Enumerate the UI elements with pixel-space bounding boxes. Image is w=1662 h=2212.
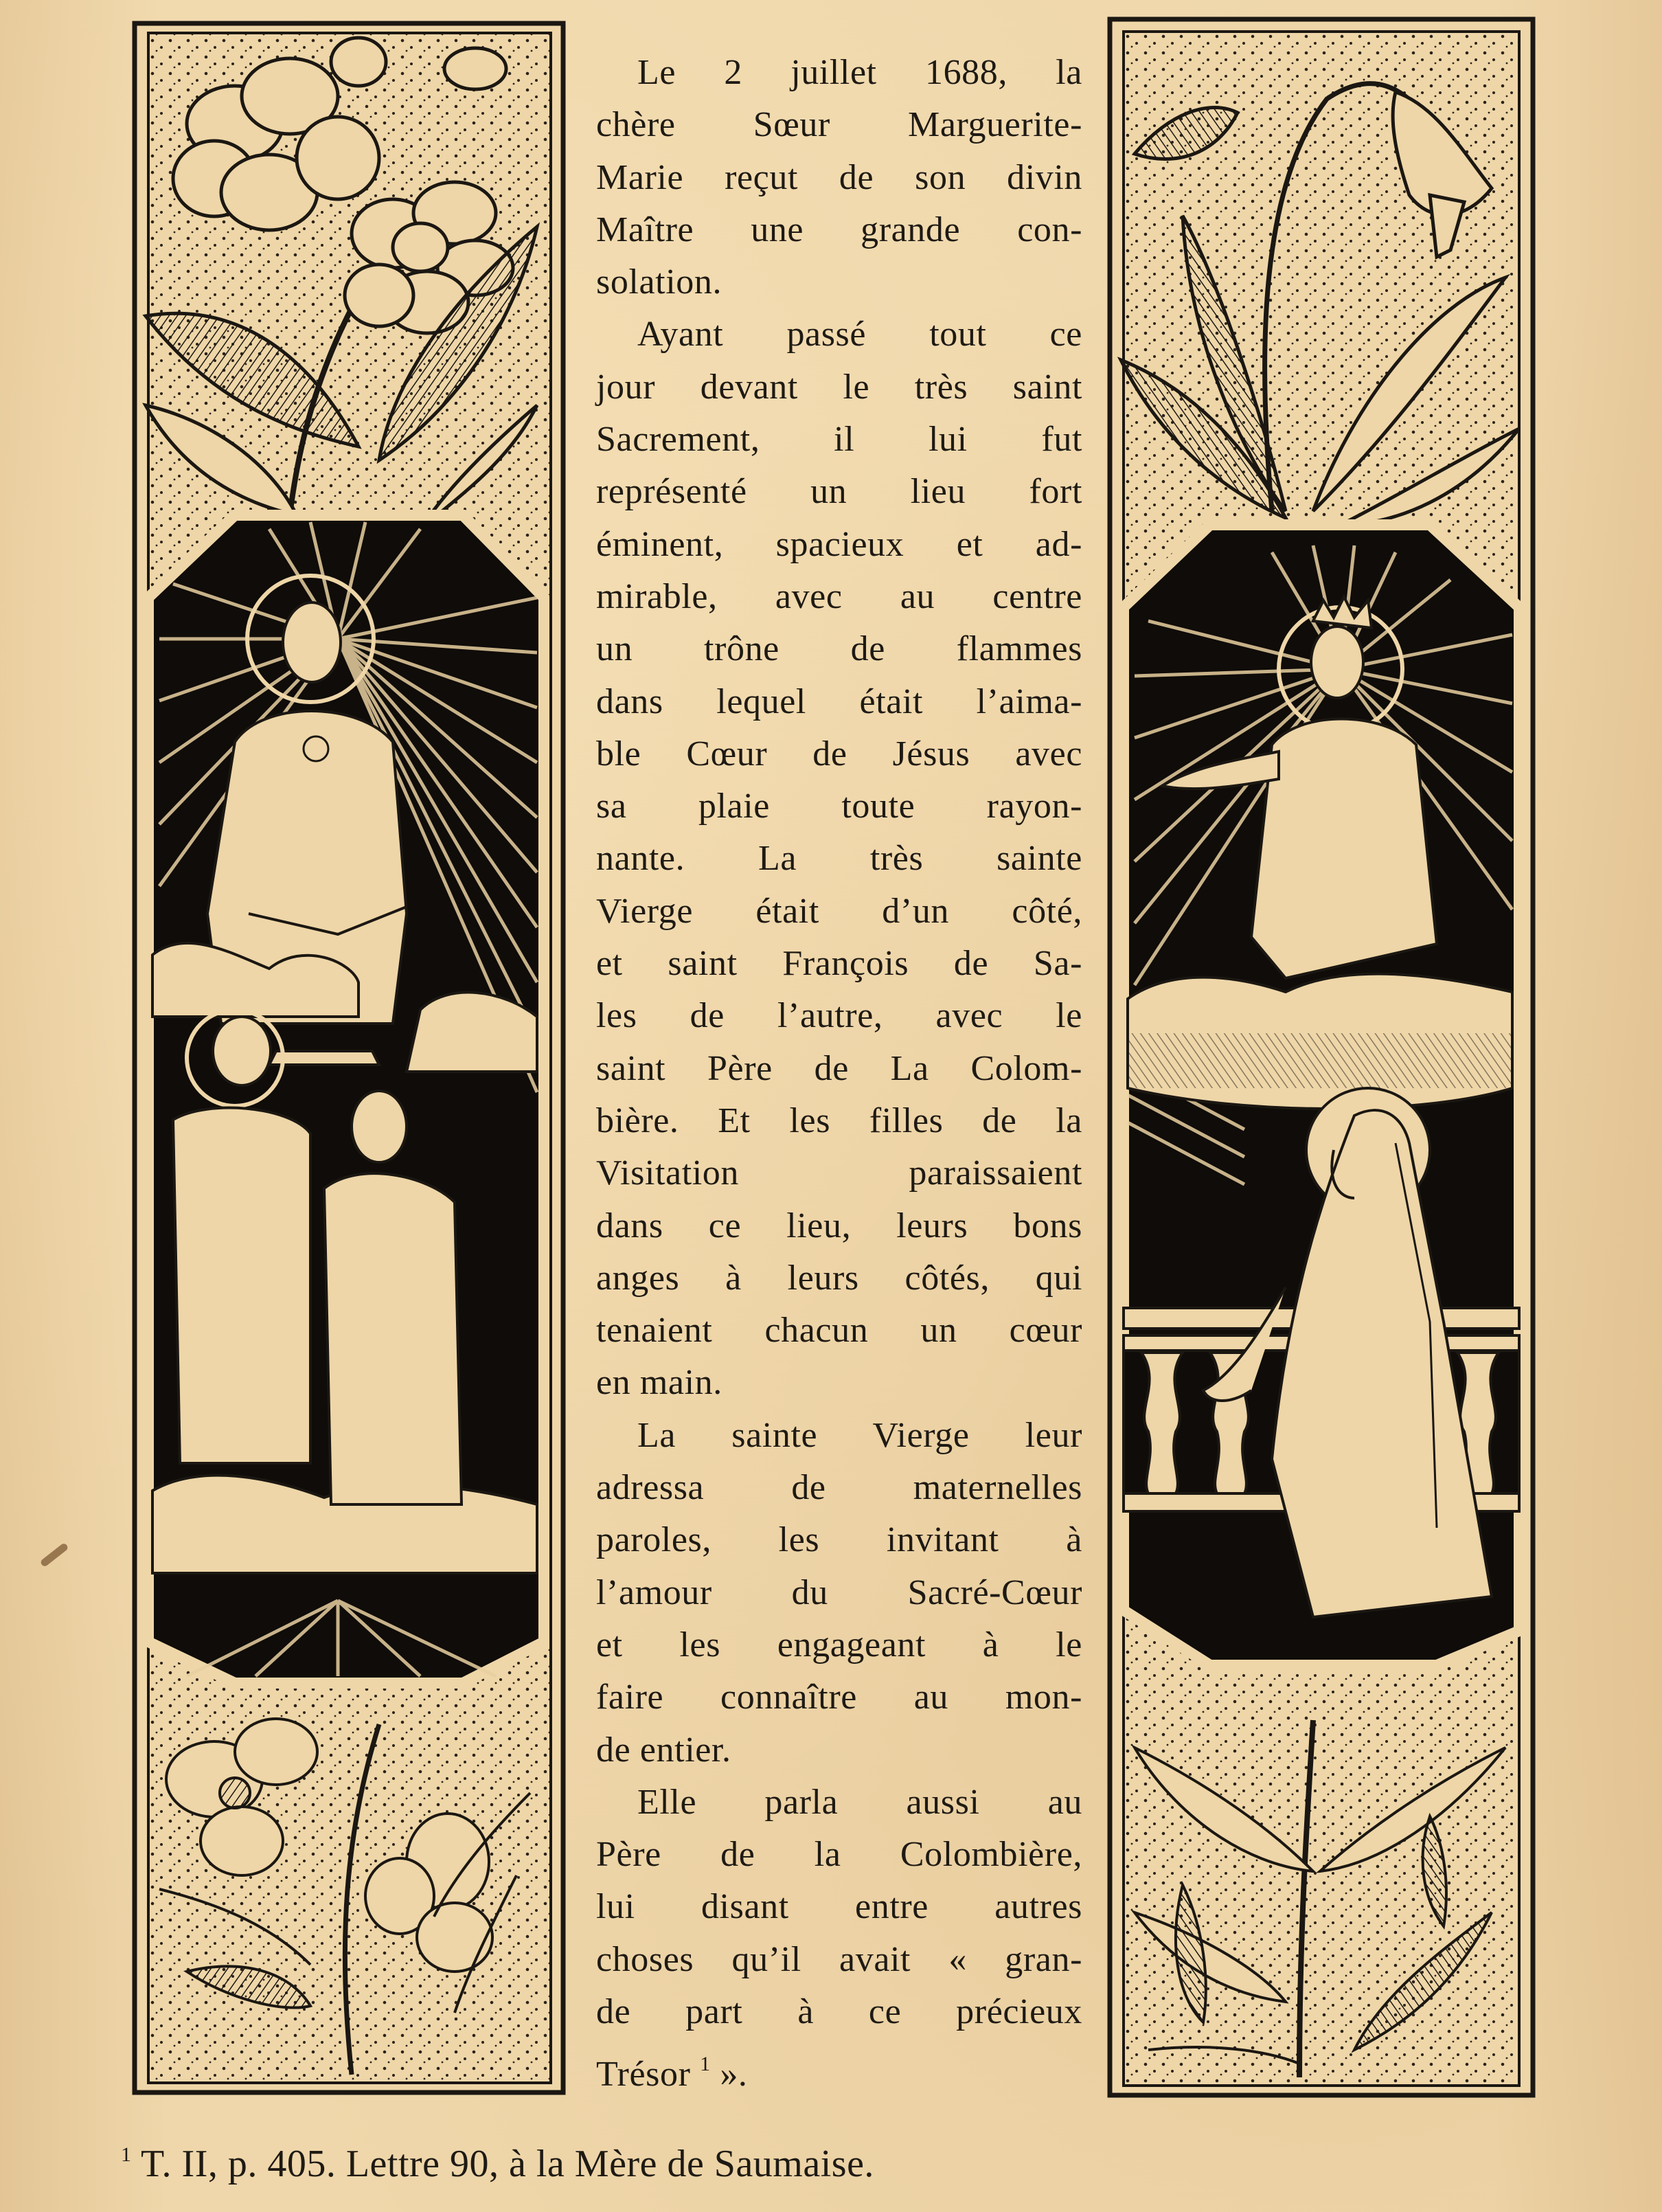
text-line: en main. — [596, 1363, 722, 1403]
margin-ink-mark — [39, 1542, 69, 1568]
text-line: Maître une grande con- — [596, 210, 1082, 249]
virgin-and-nun-engraving — [1107, 16, 1536, 2098]
text-line: chère Sœur Marguerite- — [596, 105, 1082, 145]
text-line: jour devant le très saint — [596, 367, 1082, 407]
text-line-content: Trésor — [596, 2055, 691, 2095]
text-line: nante. La très sainte — [596, 839, 1082, 879]
sacred-heart-engraving — [132, 21, 566, 2095]
text-line: représenté un lieu fort — [596, 472, 1082, 512]
text-line: et saint François de Sa- — [596, 944, 1082, 984]
paragraph-2 — [596, 308, 1082, 1409]
text-line: un trône de flammes — [596, 629, 1082, 669]
text-line: solation. — [596, 262, 722, 302]
text-line: l’amour du Sacré-Cœur — [596, 1572, 1082, 1612]
text-line: saint Père de La Colom- — [596, 1048, 1082, 1088]
footnote-reference[interactable]: 1 — [700, 2053, 711, 2076]
text-line: adressa de maternelles — [596, 1468, 1082, 1508]
footnote-text: T. II, p. 405. Lettre 90, à la Mère de Saumaise. — [131, 2143, 874, 2185]
text-line: Elle parla aussi au — [637, 1782, 1082, 1822]
left-illustration-panel — [132, 21, 566, 2095]
paragraph-4 — [596, 1776, 1082, 2095]
text-line: Visitation paraissaient — [596, 1153, 1082, 1193]
text-line: Le 2 juillet 1688, la — [637, 53, 1082, 92]
text-line: tenaient chacun un cœur — [596, 1311, 1082, 1351]
text-line: Vierge était d’un côté, — [596, 891, 1082, 931]
text-line: choses qu’il avait « gran- — [596, 1939, 1082, 1979]
body-text-column — [596, 47, 1082, 2095]
text-line: paroles, les invitant à — [596, 1520, 1082, 1560]
text-line: ble Cœur de Jésus avec — [596, 734, 1082, 774]
text-line: de entier. — [596, 1730, 731, 1770]
text-line: dans ce lieu, leurs bons — [596, 1206, 1082, 1245]
text-line: faire connaître au mon- — [596, 1678, 1082, 1717]
text-line: sa plaie toute rayon- — [596, 787, 1082, 826]
text-line: Sacrement, il lui fut — [596, 420, 1082, 460]
text-line — [596, 2038, 1082, 2095]
text-line: bière. Et les filles de la — [596, 1101, 1082, 1140]
text-line: éminent, spacieux et ad- — [596, 524, 1082, 564]
text-line: Ayant passé tout ce — [637, 315, 1082, 354]
text-line: de part à ce précieux — [596, 1991, 1082, 2031]
text-line: Père de la Colombière, — [596, 1835, 1082, 1875]
text-line: La sainte Vierge leur — [637, 1415, 1082, 1455]
right-illustration-panel — [1107, 16, 1536, 2098]
text-line: dans lequel était l’aima- — [596, 681, 1082, 721]
footnote — [121, 2142, 874, 2186]
closing-quote: ». — [710, 2055, 748, 2095]
text-line: et les engageant à le — [596, 1625, 1082, 1664]
text-line: les de l’autre, avec le — [596, 996, 1082, 1036]
text-line: anges à leurs côtés, qui — [596, 1258, 1082, 1298]
text-line: lui disant entre autres — [596, 1887, 1082, 1927]
text-line: mirable, avec au centre — [596, 576, 1082, 616]
text-line: Marie reçut de son divin — [596, 157, 1082, 197]
paragraph-1 — [596, 47, 1082, 308]
paragraph-3 — [596, 1410, 1082, 1776]
footnote-marker: 1 — [121, 2143, 132, 2166]
